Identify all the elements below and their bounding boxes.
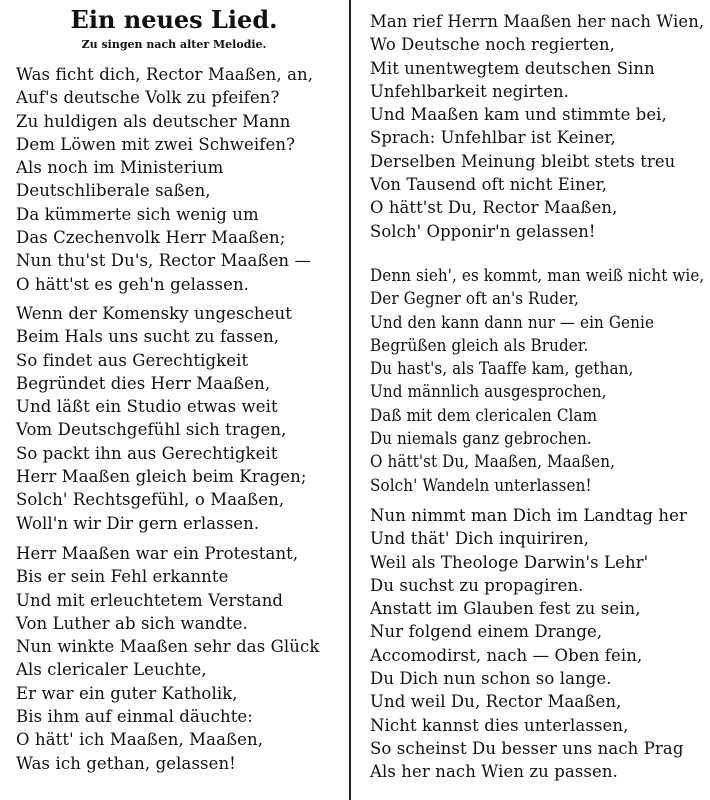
verse-line: Du niemals ganz gebrochen. bbox=[370, 429, 592, 449]
verse-line: Nur folgend einem Drange, bbox=[370, 622, 603, 642]
stanza-right-3 bbox=[370, 504, 687, 784]
verse-line: So scheinst Du besser uns nach Prag bbox=[370, 738, 684, 758]
poem-title: Ein neues Lied. bbox=[70, 5, 278, 34]
verse-line: Bis ihm auf einmal däuchte: bbox=[16, 707, 253, 727]
verse-line: Der Gegner oft an's Ruder, bbox=[370, 289, 579, 309]
verse-line: Von Tausend oft nicht Einer, bbox=[370, 175, 608, 195]
verse-line: Denn sieh', es kommt, man weiß nicht wie, bbox=[370, 266, 705, 285]
verse-line: Was ich gethan, gelassen! bbox=[16, 753, 236, 773]
verse-line: Und den kann dann nur — ein Genie bbox=[370, 312, 655, 332]
verse-line: So findet aus Gerechtigkeit bbox=[16, 350, 249, 370]
verse-line: Als noch im Ministerium bbox=[16, 158, 224, 178]
verse-line: Du Dich nun schon so lange. bbox=[370, 669, 612, 689]
verse-line: Du suchst zu propagiren. bbox=[370, 575, 584, 595]
verse-line: Solch' Rechtsgefühl, o Maaßen, bbox=[16, 490, 285, 510]
verse-line: Auf's deutsche Volk zu pfeifen? bbox=[16, 88, 280, 108]
verse-line: Herr Maaßen gleich beim Kragen; bbox=[16, 467, 307, 487]
verse-line: Als her nach Wien zu passen. bbox=[370, 762, 618, 782]
verse-line: Mit unentwegtem deutschen Sinn bbox=[370, 58, 655, 78]
verse-line: Bis er sein Fehl erkannte bbox=[16, 567, 229, 587]
verse-line: Und weil Du, Rector Maaßen, bbox=[370, 692, 622, 712]
verse-line: Und männlich ausgesprochen, bbox=[370, 382, 607, 402]
verse-line: O hätt'st Du, Rector Maaßen, bbox=[370, 198, 618, 218]
verse-line: So packt ihn aus Gerechtigkeit bbox=[16, 443, 278, 463]
verse-line: Und mit erleuchtetem Verstand bbox=[16, 590, 284, 610]
verse-line: Nun winkte Maaßen sehr das Glück bbox=[16, 637, 320, 657]
verse-line: Zu huldigen als deutscher Mann bbox=[16, 111, 291, 131]
stanza-left-1 bbox=[16, 63, 313, 296]
verse-line: Derselben Meinung bleibt stets treu bbox=[370, 151, 676, 171]
verse-line: Daß mit dem clericalen Clam bbox=[370, 405, 598, 425]
verse-line: Wo Deutsche noch regierten, bbox=[370, 35, 615, 55]
verse-line: Begründet dies Herr Maaßen, bbox=[16, 373, 271, 393]
verse-line: Accomodirst, nach — Oben fein, bbox=[370, 645, 643, 665]
verse-line: Als clericaler Leuchte, bbox=[16, 660, 207, 680]
verse-line: Was ficht dich, Rector Maaßen, an, bbox=[16, 65, 314, 84]
verse-line: Du hast's, als Taaffe kam, gethan, bbox=[370, 359, 634, 379]
verse-line: Woll'n wir Dir gern erlassen. bbox=[16, 513, 260, 533]
verse-line: Und läßt ein Studio etwas weit bbox=[16, 397, 278, 417]
verse-line: Da kümmerte sich wenig um bbox=[16, 204, 259, 224]
verse-line: Solch' Opponir'n gelassen! bbox=[370, 221, 596, 241]
verse-line: Weil als Theologe Darwin's Lehr' bbox=[370, 552, 649, 572]
stanza-right-1 bbox=[370, 10, 706, 243]
stanza-left-3 bbox=[16, 542, 319, 775]
verse-line: Von Luther ab sich wandte. bbox=[16, 613, 248, 633]
verse-line: Nun thu'st Du's, Rector Maaßen — bbox=[16, 251, 312, 271]
verse-line: O hätt' ich Maaßen, Maaßen, bbox=[16, 730, 264, 750]
stanza-left-2 bbox=[16, 302, 307, 535]
verse-line: Solch' Wandeln unterlassen! bbox=[370, 475, 592, 495]
verse-line: Anstatt im Glauben fest zu sein, bbox=[370, 599, 641, 619]
verse-line: Das Czechenvolk Herr Maaßen; bbox=[16, 228, 286, 248]
verse-line: Deutschliberale saßen, bbox=[16, 181, 211, 201]
verse-line: Nun nimmt man Dich im Landtag her bbox=[370, 506, 687, 525]
verse-line: O hätt'st es geh'n gelassen. bbox=[16, 274, 250, 294]
verse-line: Begrüßen gleich als Bruder. bbox=[370, 335, 589, 355]
verse-line: Herr Maaßen war ein Protestant, bbox=[16, 544, 299, 563]
verse-line: Und Maaßen kam und stimmte bei, bbox=[370, 105, 667, 125]
verse-line: Unfehlbarkeit negirten. bbox=[370, 81, 570, 101]
verse-line: Vom Deutschgefühl sich tragen, bbox=[16, 420, 287, 440]
verse-line: Dem Löwen mit zwei Schweifen? bbox=[16, 134, 296, 154]
verse-line: O hätt'st Du, Maaßen, Maaßen, bbox=[370, 452, 616, 472]
verse-line: Beim Hals uns sucht zu fassen, bbox=[16, 327, 280, 347]
verse-line: Und thät' Dich inquiriren, bbox=[370, 529, 590, 549]
verse-line: Nicht kannst dies unterlassen, bbox=[370, 715, 629, 735]
verse-line: Wenn der Komensky ungescheut bbox=[16, 304, 292, 323]
column-divider bbox=[349, 0, 351, 800]
verse-line: Sprach: Unfehlbar ist Keiner, bbox=[370, 128, 616, 148]
verse-line: Er war ein guter Katholik, bbox=[16, 683, 238, 703]
verse-line: Man rief Herrn Maaßen her nach Wien, bbox=[370, 12, 705, 31]
poem-subtitle: Zu singen nach alter Melodie. bbox=[81, 38, 267, 51]
stanza-right-2 bbox=[370, 264, 710, 497]
